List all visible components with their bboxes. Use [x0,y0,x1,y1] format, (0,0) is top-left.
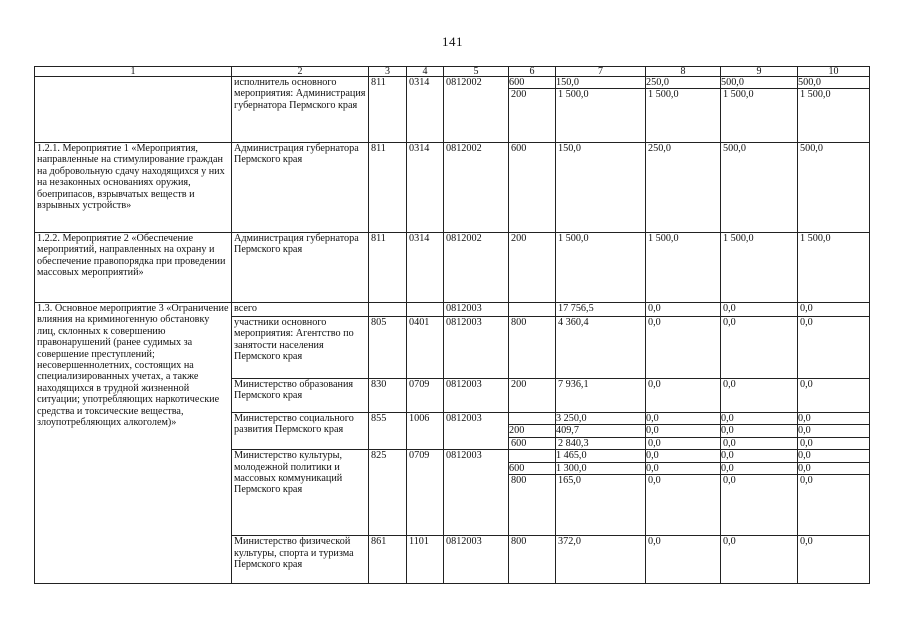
code-cell [369,303,407,317]
value-line: 500,0 [721,77,798,89]
value-cell [798,536,870,584]
value-line: 0,0 [648,536,661,548]
value-line: 0,0 [800,474,813,486]
value-line: 0,0 [800,437,813,449]
value-line: 0,0 [646,425,721,437]
value-line: 1 465,0 [556,450,646,462]
value-cell [798,233,870,303]
code-cell: 0314 [407,77,444,143]
value-line: 1 500,0 [648,89,679,101]
code-cell: 0709 [407,450,444,536]
code-cell: 811 [369,233,407,303]
value-line: 200 [511,233,527,244]
value-line: 0,0 [648,437,661,449]
value-line: 3 250,0 [556,413,646,425]
value-cell [509,450,556,536]
value-line: 600 [511,437,527,449]
value-cell [721,450,798,536]
code-cell: 0812003 [444,413,509,450]
value-line: 0,0 [798,450,870,462]
value-line: 0,0 [723,536,736,548]
value-line: 600 [511,143,527,154]
value-cell [556,413,646,450]
value-line: 0,0 [723,474,736,486]
value-line: 0,0 [723,437,736,449]
code-cell [407,303,444,317]
value-cell [798,77,870,143]
column-header: 4 [407,67,444,77]
value-line: 0,0 [648,474,661,486]
value-line: 0,0 [646,413,721,425]
value-cell [721,233,798,303]
value-cell [646,379,721,413]
value-line [509,450,556,462]
value-line: 200 [509,425,556,437]
value-cell [556,233,646,303]
value-line: 0,0 [800,317,813,328]
code-cell: 861 [369,536,407,584]
value-line [509,413,556,425]
value-line [509,303,555,314]
table-row [35,143,870,233]
value-line: 0,0 [798,463,870,475]
value-line: 500,0 [798,77,870,89]
code-cell: 0314 [407,233,444,303]
header-row [35,67,870,77]
value-cell [556,303,646,317]
value-cell [721,413,798,450]
code-cell: 0812002 [444,233,509,303]
value-cell [509,233,556,303]
code-cell: 811 [369,77,407,143]
value-cell [721,303,798,317]
value-cell [556,379,646,413]
value-line: 1 500,0 [558,89,589,101]
value-line: 500,0 [723,143,746,154]
code-cell: 0812003 [444,303,509,317]
value-line: 7 936,1 [558,379,589,390]
value-cell [509,77,556,143]
value-line: 409,7 [556,425,646,437]
value-cell [509,536,556,584]
activity-cell: 1.2.2. Мероприятие 2 «Обеспечение мероприятий, направленных на охрану и обеспечение правопорядка при проведении массовых мероприятий» [35,233,232,303]
column-header: 10 [798,67,870,77]
executor-cell: всего [232,303,369,317]
value-line: 0,0 [646,450,721,462]
value-line: 250,0 [648,143,671,154]
value-line: 0,0 [723,303,736,314]
value-line: 200 [511,379,527,390]
value-cell [798,379,870,413]
value-line: 0,0 [798,425,870,437]
activity-cell: 1.2.1. Мероприятие 1 «Мероприятия, направленные на стимулирование граждан на добровольную сдачу находящихся у них на незаконных основаниях оружия, боеприпасов, взрывчатых веществ и взрывных устройств» [35,143,232,233]
column-header: 9 [721,67,798,77]
value-line: 0,0 [646,463,721,475]
value-line: 0,0 [800,536,813,548]
value-cell [721,379,798,413]
value-line: 600 [509,77,556,89]
value-cell [798,413,870,450]
budget-table [34,66,870,584]
table-body [35,67,870,584]
value-cell [798,143,870,233]
executor-cell: Администрация губернатора Пермского края [232,233,369,303]
value-cell [721,317,798,379]
code-cell: 805 [369,317,407,379]
code-cell: 0709 [407,379,444,413]
executor-cell: Министерство социального развития Пермского края [232,413,369,450]
column-header: 5 [444,67,509,77]
value-line: 0,0 [648,303,661,314]
value-cell [646,143,721,233]
code-cell: 0812003 [444,536,509,584]
value-cell [646,77,721,143]
page-number: 141 [442,34,463,49]
value-line: 200 [511,89,527,101]
value-line: 1 500,0 [648,233,679,244]
value-line: 0,0 [800,379,813,390]
value-line: 1 300,0 [556,463,646,475]
value-line: 372,0 [558,536,581,548]
value-line: 150,0 [556,77,646,89]
executor-cell: Министерство культуры, молодежной политики и массовых коммуникаций Пермского края [232,450,369,536]
code-cell: 1101 [407,536,444,584]
value-line: 0,0 [721,413,798,425]
value-cell [798,303,870,317]
activity-cell: 1.3. Основное мероприятие 3 «Ограничение влияния на криминогенную обстановку лиц, склонных к совершению правонарушений (ранее судимых за совершение преступлений; несовершеннолетних, состоящих на специализированных учетах, а также находящихся в трудной жизненной ситуации; употребляющих наркотические средства и токсические вещества, злоупотребляющих алкоголем)» [35,303,232,584]
value-line: 1 500,0 [723,233,754,244]
value-cell [556,317,646,379]
table-row [35,303,870,317]
value-cell [798,450,870,536]
value-line: 165,0 [558,474,581,486]
value-line: 0,0 [798,413,870,425]
executor-cell: исполнитель основного мероприятия: Администрация губернатора Пермского края [232,77,369,143]
value-line: 1 500,0 [800,233,831,244]
code-cell: 811 [369,143,407,233]
value-line: 0,0 [721,425,798,437]
code-cell: 0812003 [444,317,509,379]
column-header: 8 [646,67,721,77]
value-cell [509,413,556,450]
value-line: 1 500,0 [558,233,589,244]
executor-cell: Министерство образования Пермского края [232,379,369,413]
executor-cell: Администрация губернатора Пермского края [232,143,369,233]
value-line: 250,0 [646,77,721,89]
value-cell [509,303,556,317]
value-line: 800 [511,536,527,548]
table-row [35,77,870,143]
value-cell [646,450,721,536]
code-cell: 825 [369,450,407,536]
value-cell [509,317,556,379]
value-line: 4 360,4 [558,317,589,328]
value-cell [798,317,870,379]
value-cell [556,143,646,233]
value-line: 0,0 [648,317,661,328]
code-cell: 0812002 [444,77,509,143]
value-line: 2 840,3 [558,437,589,449]
code-cell: 0812003 [444,450,509,536]
code-cell: 830 [369,379,407,413]
column-header: 1 [35,67,232,77]
table-row [35,233,870,303]
column-header: 2 [232,67,369,77]
value-cell [721,77,798,143]
value-line: 1 500,0 [800,89,831,101]
value-line: 17 756,5 [558,303,594,314]
value-line: 800 [511,317,527,328]
executor-cell: Министерство физической культуры, спорта и туризма Пермского края [232,536,369,584]
column-header: 3 [369,67,407,77]
value-cell [556,450,646,536]
code-cell: 0401 [407,317,444,379]
value-cell [646,233,721,303]
code-cell: 0812003 [444,379,509,413]
code-cell: 0812002 [444,143,509,233]
value-line: 600 [509,463,556,475]
value-line: 0,0 [721,463,798,475]
value-cell [721,536,798,584]
value-cell [556,536,646,584]
value-line: 0,0 [800,303,813,314]
value-line: 0,0 [721,450,798,462]
code-cell: 0314 [407,143,444,233]
column-header: 6 [509,67,556,77]
value-cell [646,413,721,450]
value-cell [556,77,646,143]
value-cell [509,143,556,233]
value-cell [646,303,721,317]
value-cell [646,317,721,379]
value-cell [721,143,798,233]
value-line: 800 [511,474,527,486]
value-line: 0,0 [723,379,736,390]
value-line: 0,0 [723,317,736,328]
value-line: 1 500,0 [723,89,754,101]
executor-cell: участники основного мероприятия: Агентство по занятости населения Пермского края [232,317,369,379]
value-line: 150,0 [558,143,581,154]
value-cell [509,379,556,413]
value-line: 0,0 [648,379,661,390]
value-cell [646,536,721,584]
column-header: 7 [556,67,646,77]
code-cell: 855 [369,413,407,450]
code-cell: 1006 [407,413,444,450]
activity-cell [35,77,232,143]
value-line: 500,0 [800,143,823,154]
